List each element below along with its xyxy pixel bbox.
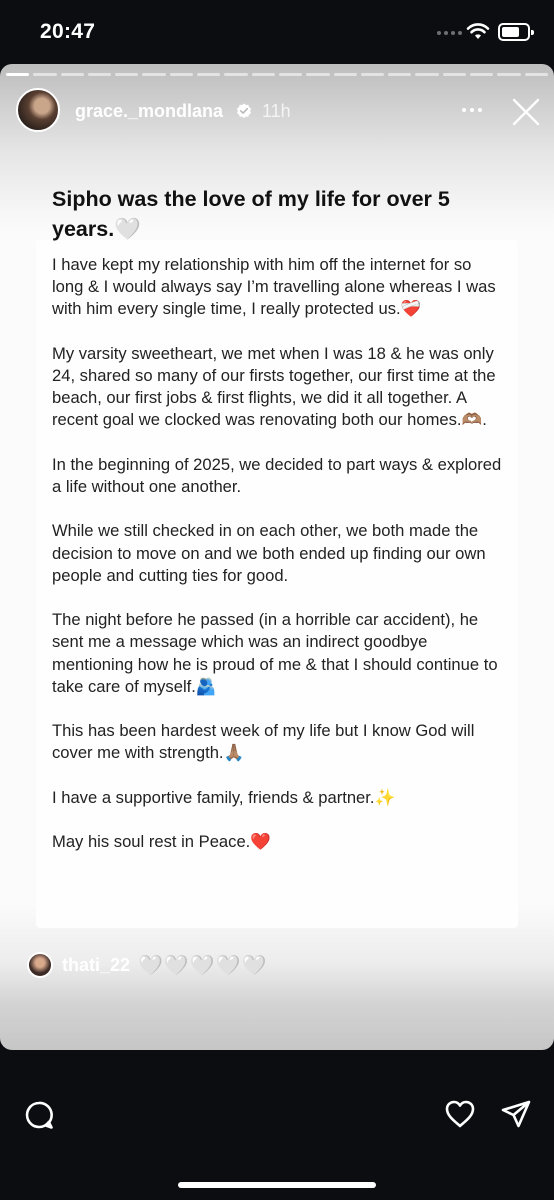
post-paragraph: In the beginning of 2025, we decided to part ways & explored a life without one another. — [52, 454, 502, 496]
story-progress-segment — [470, 73, 493, 76]
comment-icon[interactable] — [24, 1100, 54, 1130]
post-body — [52, 254, 504, 876]
story-progress-segment — [306, 73, 329, 76]
story-progress-segment — [388, 73, 411, 76]
post-paragraph: I have a supportive family, friends & partner.✨ — [52, 787, 396, 807]
story-progress-segment — [525, 73, 548, 76]
story-progress-segment — [415, 73, 438, 76]
post-paragraph: My varsity sweetheart, we met when I was 18 & he was only 24, shared so many of our firsts together, our first time at the beach, our first jobs & first flights, we did it all together. A recent goal we clocked was renovating both our homes.🫶🏽. — [52, 343, 496, 430]
story-progress-segment — [497, 73, 520, 76]
post-paragraph: This has been hardest week of my life but I know God will cover me with strength.🙏🏽 — [52, 721, 475, 763]
mention-hearts: 🤍🤍🤍🤍🤍 — [138, 953, 268, 977]
mention-avatar — [27, 952, 53, 978]
story-username[interactable]: grace._mondlana — [75, 101, 224, 121]
heart-icon[interactable] — [444, 1099, 476, 1129]
story-progress-segment — [142, 73, 165, 76]
home-indicator[interactable] — [178, 1182, 376, 1188]
send-icon[interactable] — [500, 1098, 532, 1130]
mention-username[interactable]: thati_22 — [62, 954, 131, 975]
close-icon[interactable] — [511, 97, 541, 127]
story-progress-segment — [443, 73, 466, 76]
post-paragraph: While we still checked in on each other, we both made the decision to move on and we both ended up finding our own people and cutting ties for good. — [52, 521, 486, 585]
story-timestamp: 11h — [262, 101, 291, 121]
story-progress-bar — [6, 73, 548, 76]
post-title: Sipho was the love of my life for over 5 years.🤍 — [52, 187, 450, 241]
story-progress-segment — [361, 73, 384, 76]
story-progress-segment — [334, 73, 357, 76]
post-paragraph: I have kept my relationship with him off the internet for so long & I would always say I’m travelling alone whereas I was with him every single time, I really protected us.❤️‍🩹 — [52, 255, 496, 319]
post-paragraph: The night before he passed (in a horrible car accident), he sent me a message which was an indirect goodbye mentioning how he is proud of me & that I should continue to take care of myself.🫂 — [52, 610, 498, 696]
battery-icon — [498, 23, 530, 41]
more-icon[interactable] — [462, 108, 482, 112]
story-progress-segment — [279, 73, 302, 76]
story-progress-segment — [115, 73, 138, 76]
wifi-icon — [466, 22, 490, 40]
story-progress-segment — [224, 73, 247, 76]
story-progress-segment — [88, 73, 111, 76]
story-progress-segment — [61, 73, 84, 76]
story-progress-segment — [33, 73, 56, 76]
mention-sticker[interactable] — [27, 952, 268, 978]
story-progress-segment — [197, 73, 220, 76]
verified-badge-icon — [236, 103, 252, 119]
story-progress-segment — [170, 73, 193, 76]
signal-dots-icon — [437, 31, 462, 35]
profile-avatar[interactable] — [16, 88, 60, 132]
story-progress-segment — [252, 73, 275, 76]
status-bar — [0, 0, 554, 64]
status-time: 20:47 — [40, 20, 96, 43]
post-paragraph: May his soul rest in Peace.❤️ — [52, 832, 271, 852]
story-progress-segment — [6, 73, 29, 76]
